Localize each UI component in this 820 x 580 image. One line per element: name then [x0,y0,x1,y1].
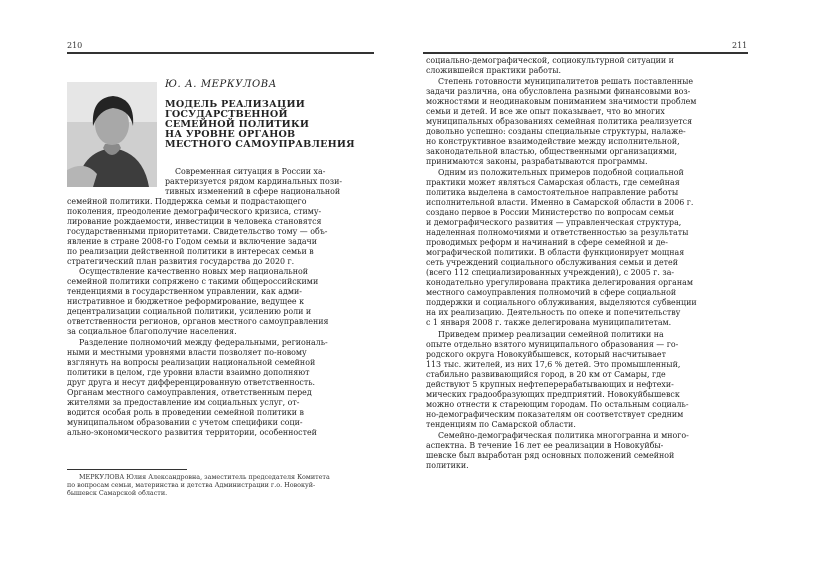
body-line: политики. [426,461,469,470]
footnote-line: по вопросам семьи, материнства и детства Администрации г.о. Новокуй- [67,481,316,489]
body-line: Современная ситуация в России ха- [175,167,326,176]
author-name: Ю. А. МЕРКУЛОВА [165,79,277,90]
body-line: аспектна. В течение 16 лет ее реализации в Новокуйбы- [426,441,664,450]
body-line: ально-экономического развития территории, особенностей [67,428,317,437]
body-line: поддержки и социального облуживания, выделяются субвенции [426,298,697,307]
body-line: Разделение полномочий между федеральными, региональ- [79,338,328,347]
body-line: практики может являться Самарская область, где семейная [426,178,680,187]
body-line: сеть учреждений социального обслуживания семьи и детей [426,258,678,267]
right-page-number: 211 [732,41,748,50]
body-line: создано первое в России Министерство по вопросам семьи [426,208,674,217]
body-line: нистративное и бюджетное реформирование, ведущее к [67,297,305,306]
body-line: можно отнести к стареющим городам. По остальным социаль- [426,400,689,409]
body-line: сложившейся практики работы. [426,66,561,75]
body-line: законодательной властью, общественными организациями, [426,147,677,156]
body-line: довольно успешно: созданы специальные структуры, налаже- [426,127,686,136]
body-line: водится особая роль в проведении семейной политики в [67,408,304,417]
body-line: Степень готовности муниципалитетов решать поставленные [438,77,694,86]
body-line: Семейно-демографическая политика многогранна и много- [438,431,689,440]
body-line: стабильно развивающийся город, в 20 км от Самары, где [426,370,666,379]
left-page-number: 210 [67,41,83,50]
body-line: явление в стране 2008-го Годом семьи и включение задачи [67,237,318,246]
body-line: исполнительной власти. Именно в Самарской области в 2006 г. [426,198,694,207]
title-line: МОДЕЛЬ РЕАЛИЗАЦИИ [165,99,305,110]
body-line: взглянуть на вопросы реализации национальной семейной [67,358,316,367]
body-line: по реализации действенной политики в интересах семьи в [67,247,314,256]
body-line: муниципальных образованиях семейная политика реализуется [426,117,693,126]
body-line: ответственности регионов, органов местного самоуправления [67,317,329,326]
body-line: опыте отдельно взятого муниципального образования — го- [426,340,679,349]
body-line: наделенная полномочиями и ответственностью за результаты [426,228,689,237]
body-line: местного самоуправления полномочий в сфере социальной [426,288,677,297]
body-line: но конструктивное взаимодействие между исполнительной, [426,137,680,146]
title-line: ГОСУДАРСТВЕННОЙ [165,108,288,120]
body-line: Одним из положительных примеров подобной социальной [438,168,684,177]
body-line: можностями и неодинаковым пониманием значимости проблем [426,97,697,106]
footnote-line: МЕРКУЛОВА Юлия Александровна, заместитель председателя Комитета [79,473,330,481]
left-header-rule [67,52,374,54]
body-line: тенденциям по Самарской области. [426,420,576,429]
body-line: но-демографическим показателям он соответствует средним [426,410,684,419]
body-line: поколения, преодоление демографического кризиса, стиму- [67,207,322,216]
body-line: муниципальном образовании с учетом специфики соци- [67,418,303,427]
footnote-line: бышевск Самарской области. [67,489,168,497]
body-line: социально-демографической, социокультурной ситуации и [426,56,674,65]
body-line: тенденциями в государственном управлении, как адми- [67,287,302,296]
body-line: и демографического развития — управленческая структура, [426,218,682,227]
body-line: проводимых реформ и начинаний в сфере семейной и де- [426,238,668,247]
body-line: Осуществление качественно новых мер национальной [79,267,308,276]
body-line: (всего 112 специализированных учреждений), с 2005 г. за- [426,268,675,277]
body-line: государственными приоритетами. Свидетельство тому — объ- [67,227,328,236]
title-line: НА УРОВНЕ ОРГАНОВ [165,128,296,140]
author-photo [67,82,157,187]
body-line: конодательно урегулирована практика делегирования органам [426,278,693,287]
body-line: на их реализацию. Деятельность по опеке и попечительству [426,308,681,317]
body-line: лирование рождаемости, инвестиции в человека становятся [67,217,322,226]
body-line: Органам местного самоуправления, ответственным перед [67,388,312,397]
article-title [165,100,365,150]
body-line: ными и местными уровнями власти позволяет по-новому [67,348,307,357]
body-line: рактеризуется рядом кардинальных пози- [165,177,343,186]
body-line: мографической политики. В области функционирует мощная [426,248,685,257]
body-line: децентрализации социальной политики, усилению роли и [67,307,312,316]
body-line: задачи различна, она обусловлена разными финансовыми воз- [426,87,691,96]
body-line: принимаются законы, разрабатываются программы. [426,157,648,166]
body-line: родского округа Новокуйбышевск, который насчитывает [426,350,666,359]
body-line: Приведем пример реализации семейной политики на [438,330,664,339]
body-line: жителями за предоставление им социальных услуг, от- [67,398,300,407]
body-line: тивных изменений в сфере национальной [165,187,341,196]
body-line: политика выделена в самостоятельное направление работы [426,188,679,197]
title-line: МЕСТНОГО САМОУПРАВЛЕНИЯ [165,138,355,150]
right-header-rule [423,52,748,54]
body-line: политики в целом, где уровни власти взаимно дополняют [67,368,310,377]
body-line: за социальное благополучие населения. [67,327,237,336]
body-line: стратегический план развития государства до 2020 г. [67,257,295,266]
body-line: семьи и детей. И все же опыт показывает, что во многих [426,107,665,116]
body-line: мических градообразующих предприятий. Новокуйбышевск [426,390,680,399]
body-line: шевске был выработан ряд основных положений семейной [426,451,675,460]
body-line: с 1 января 2008 г. также делегирована муниципалитетам. [426,318,672,327]
body-line: семейной политики. Поддержка семьи и подрастающего [67,197,307,206]
body-line: действуют 5 крупных нефтеперерабатывающих и нефтехи- [426,380,674,389]
body-line: семейной политики сопряжено с такими общероссийскими [67,277,319,286]
footnote-rule [67,469,187,470]
title-line: СЕМЕЙНОЙ ПОЛИТИКИ [165,118,310,130]
body-line: 113 тыс. жителей, из них 17,6 % детей. Это промышленный, [426,360,681,369]
body-line: друг друга и несут дифференцированную ответственность. [67,378,316,387]
